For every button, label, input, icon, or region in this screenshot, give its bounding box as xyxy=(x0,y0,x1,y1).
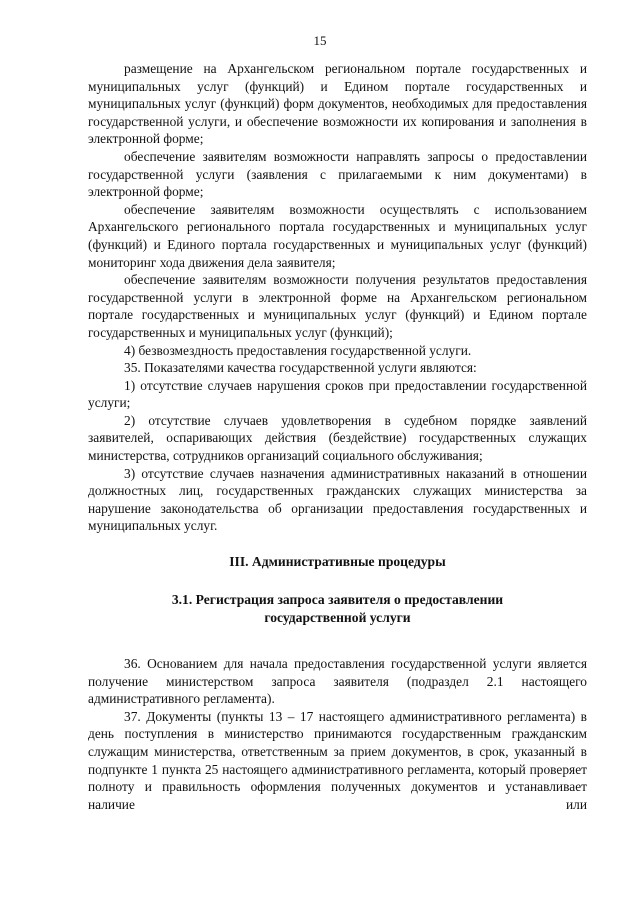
paragraph: 4) безвозмездность предоставления государственной услуги. xyxy=(124,342,472,358)
spacer xyxy=(88,571,587,591)
paragraph: обеспечение заявителям возможности получения результатов предоставления государственной услуги в электронной форме на Архангельском региональном портале государственных и муниципальных услуг (функций) и Едином портале государственных и муниципальных услуг (функций); xyxy=(88,272,587,340)
paragraph: 1) отсутствие случаев нарушения сроков при предоставлении государственной услуги; xyxy=(88,377,587,411)
subsection-heading-line-1: 3.1. Регистрация запроса заявителя о предоставлении xyxy=(171,592,504,608)
paragraph: 35. Показателями качества государственной услуги являются: xyxy=(124,360,477,376)
paragraph: 37. Документы (пункты 13 – 17 настоящего административного регламента) в день поступления в министерство принимаются государственным гражданским служащим министерства, ответственным за прием документов, в срок, указанный в подпункте 1 пункта 25 настоящего административного регламента, который проверяет полноту и правильность оформления полученных документов и устанавливает наличие или xyxy=(88,708,587,812)
paragraph: размещение на Архангельском региональном портале государственных и муниципальных услуг (функций) и Едином портале государственных и муниципальных услуг (функций) форм документов, необходимых для предоставления государственной услуги, и обеспечение возможности их копирования и заполнения в электронной форме; xyxy=(88,61,587,147)
subsection-heading-line-2: государственной услуги xyxy=(264,610,411,626)
paragraph: 3) отсутствие случаев назначения административных наказаний в отношении должностных лиц, государственных гражданских служащих министерства за нарушение законодательства об организации предоставления государственных и муниципальных услуг. xyxy=(88,465,587,534)
spacer xyxy=(88,627,587,655)
paragraph: 2) отсутствие случаев удовлетворения в судебном порядке заявлений заявителей, оспаривающих действия (бездействие) государственных служащих министерства, сотрудников организаций социального обслуживания; xyxy=(88,412,587,464)
section-heading: III. Административные процедуры xyxy=(229,554,446,570)
page-number: 15 xyxy=(313,33,327,48)
spacer xyxy=(88,535,587,553)
paragraph: 36. Основанием для начала предоставления государственной услуги является получение министерством запроса заявителя (подраздел 2.1 настоящего административного регламента). xyxy=(88,656,587,707)
paragraph: обеспечение заявителям возможности направлять запросы о предоставлении государственной услуги (заявления с прилагаемыми к ним документами) в электронной форме; xyxy=(88,148,587,200)
paragraph: обеспечение заявителям возможности осуществлять с использованием Архангельского регионального портала государственных и муниципальных услуг (функций) и Единого портала государственных и муниципальных услуг (функций) мониторинг хода движения дела заявителя; xyxy=(88,201,587,270)
document-body xyxy=(88,60,587,813)
